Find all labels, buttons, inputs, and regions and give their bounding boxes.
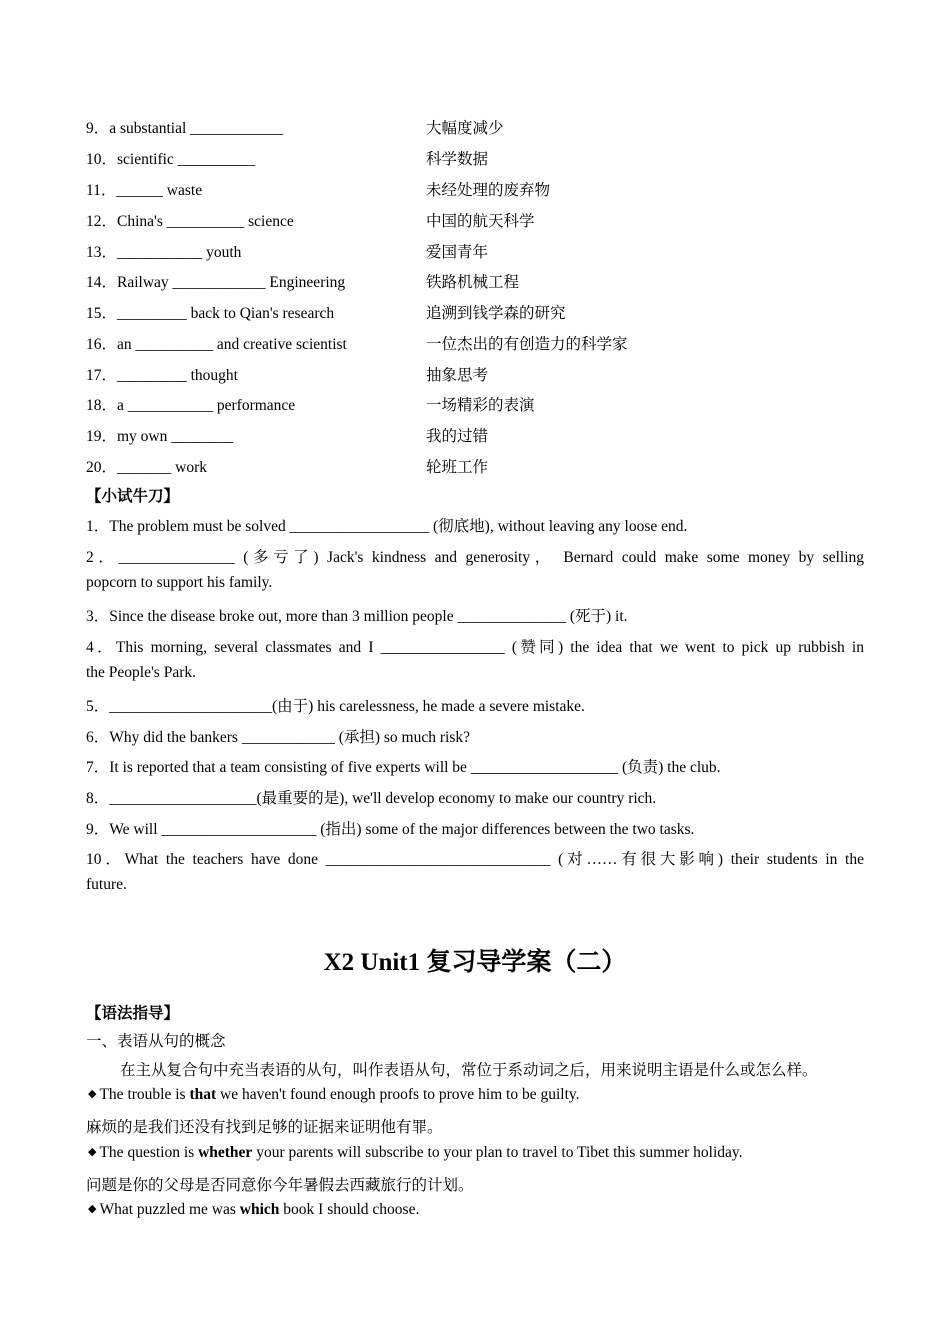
vocab-phrase: 19．my own ________ [86, 428, 234, 445]
keyword: which [239, 1201, 280, 1218]
vocab-phrase: 15．_________ back to Qian's research [86, 305, 335, 322]
vocab-meaning: 大幅度减少 [426, 120, 504, 137]
practice-question-4: 4．This morning, several classmates and I ________________ (赞同) the idea that we went to pick up rubbish in [86, 639, 864, 656]
vocab-meaning: 轮班工作 [426, 459, 489, 476]
grammar-example-2-translation: 问题是你的父母是否同意你今年暑假去西藏旅行的计划。 [86, 1177, 474, 1194]
diamond-bullet-icon: ◆ [88, 1146, 97, 1158]
grammar-example-2: ◆ The question is whether your parents will subscribe to your plan to travel to Tibet this summer holiday. [88, 1144, 743, 1161]
practice-question-4-cont: the People's Park. [86, 664, 196, 681]
practice-question-10-cont: future. [86, 876, 127, 893]
vocab-meaning: 未经处理的废弃物 [426, 182, 551, 199]
grammar-heading: 【语法指导】 [86, 1005, 180, 1022]
practice-question-1: 1．The problem must be solved __________________ (彻底地), without leaving any loose end. [86, 518, 688, 535]
practice-question-5: 5．_____________________(由于) his carelessness, he made a severe mistake. [86, 698, 585, 715]
practice-question-3: 3．Since the disease broke out, more than 3 million people ______________ (死于) it. [86, 608, 628, 625]
vocab-phrase: 14．Railway ____________ Engineering [86, 274, 346, 291]
keyword: whether [198, 1144, 253, 1161]
vocab-meaning: 我的过错 [426, 428, 489, 445]
vocab-phrase: 16．an __________ and creative scientist [86, 336, 347, 353]
vocab-meaning: 追溯到钱学森的研究 [426, 305, 566, 322]
vocab-phrase: 18．a ___________ performance [86, 397, 296, 414]
vocab-meaning: 中国的航天科学 [426, 213, 535, 230]
grammar-example-1: ◆ The trouble is that we haven't found enough proofs to prove him to be guilty. [88, 1086, 580, 1103]
practice-question-9: 9．We will ____________________ (指出) some of the major differences between the two tasks. [86, 821, 695, 838]
diamond-bullet-icon: ◆ [88, 1088, 97, 1100]
vocab-phrase: 17．_________ thought [86, 367, 238, 384]
vocab-meaning: 一位杰出的有创造力的科学家 [426, 336, 628, 353]
vocab-meaning: 铁路机械工程 [426, 274, 520, 291]
practice-question-6: 6．Why did the bankers ____________ (承担) so much risk? [86, 729, 470, 746]
grammar-example-1-translation: 麻烦的是我们还没有找到足够的证据来证明他有罪。 [86, 1119, 443, 1136]
practice-question-2: 2．_______________ (多亏了) Jack's kindness and generosity， Bernard could make some money by selling [86, 549, 864, 566]
vocab-meaning: 科学数据 [426, 151, 489, 168]
vocab-phrase: 11．______ waste [86, 182, 203, 199]
vocab-phrase: 9．a substantial ____________ [86, 120, 284, 137]
vocab-phrase: 20．_______ work [86, 459, 207, 476]
diamond-bullet-icon: ◆ [88, 1203, 97, 1215]
vocab-phrase: 13．___________ youth [86, 244, 242, 261]
vocab-meaning: 抽象思考 [426, 367, 489, 384]
section-title: X2 Unit1 复习导学案（二） [323, 949, 627, 976]
vocab-phrase: 10．scientific __________ [86, 151, 256, 168]
practice-question-7: 7．It is reported that a team consisting of five experts will be ___________________ (负责) the club. [86, 759, 721, 776]
vocab-meaning: 爱国青年 [426, 244, 489, 261]
practice-question-8: 8．___________________(最重要的是), we'll develop economy to make our country rich. [86, 790, 657, 807]
practice-heading: 【小试牛刀】 [86, 488, 180, 505]
keyword: that [189, 1086, 217, 1103]
practice-question-10: 10．What the teachers have done _____________________________ (对……有很大影响) their students in the [86, 851, 864, 868]
vocab-phrase: 12．China's __________ science [86, 213, 294, 230]
grammar-subheading: 一、表语从句的概念 [86, 1033, 226, 1050]
practice-question-2-cont: popcorn to support his family. [86, 574, 273, 591]
grammar-definition: 在主从复合句中充当表语的从句，叫作表语从句，常位于系动词之后，用来说明主语是什么或怎么样。 [120, 1062, 818, 1079]
vocab-meaning: 一场精彩的表演 [426, 397, 535, 414]
grammar-example-3: ◆ What puzzled me was which book I should choose. [88, 1201, 420, 1218]
